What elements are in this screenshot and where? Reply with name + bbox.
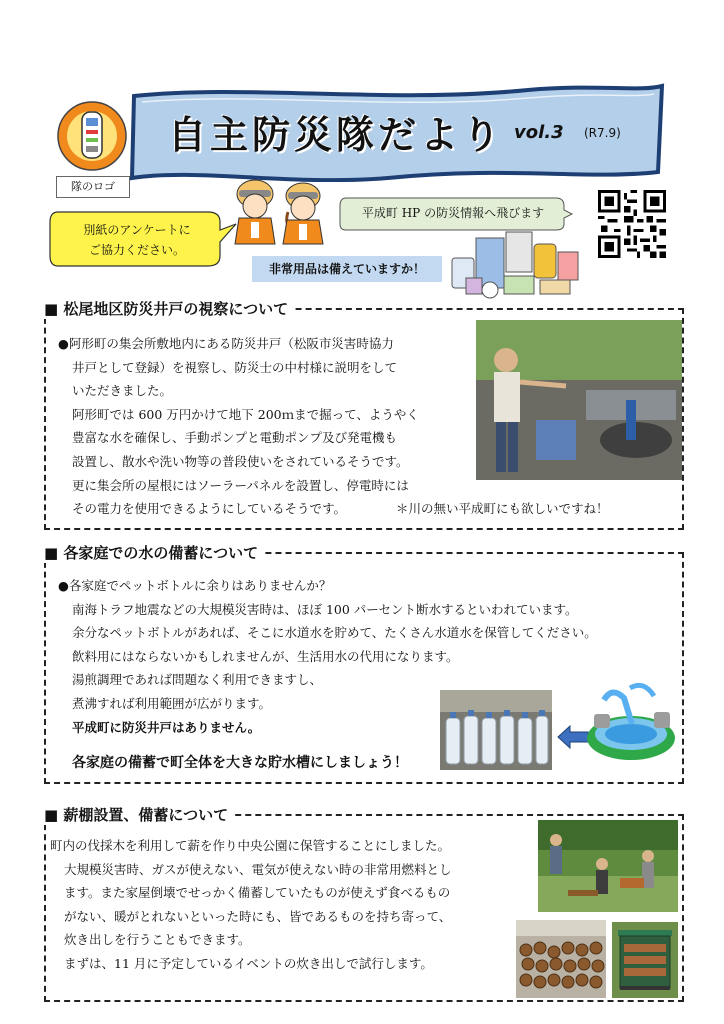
emergency-supplies-illustration xyxy=(446,228,584,300)
mascot-illustration xyxy=(225,172,335,248)
section1-line: 井戸として登録）を視察し、防災士の中村様に説明をして xyxy=(72,359,398,375)
issue-date: (R7.9) xyxy=(584,126,621,140)
section3-heading: ■ 薪棚設置、備蓄について xyxy=(44,804,234,825)
section3-text xyxy=(50,834,540,976)
section1-line: 更に集会所の屋根にはソーラーパネルを設置し、停電時には xyxy=(72,477,409,493)
section1-line: ●阿形町の集会所敷地内にある防災井戸（松阪市災害時協力 xyxy=(58,336,394,351)
section3-line: がない、暖がとれないといった時にも、皆であるものを持ち寄って、 xyxy=(64,908,452,924)
logo-caption: 隊のロゴ xyxy=(56,176,130,198)
section2-line: 飲料用にはならないかもしれませんが、生活用水の代用になります。 xyxy=(72,648,459,664)
section1-line: その電力を使用できるようにしているそうです。 xyxy=(72,501,347,517)
survey-line-1: 別紙のアンケートに xyxy=(83,223,191,237)
section2-line: 余分なペットボトルがあれば、そこに水道水を貯めて、たくさん水道水を保管してください。 xyxy=(72,625,597,641)
volume-label: vol.3 xyxy=(514,122,564,143)
newsletter-title: 自主防災隊だより xyxy=(168,113,505,157)
section1-heading: ■ 松尾地区防災井戸の視察について xyxy=(44,298,294,319)
qr-code[interactable] xyxy=(598,190,666,258)
water-bottles-photo xyxy=(440,690,552,770)
firewood-shed-photo xyxy=(612,922,678,998)
section1-text xyxy=(58,332,478,521)
team-logo xyxy=(56,100,128,172)
section2-line: 平成町に防災井戸はありません。 xyxy=(72,719,261,735)
hp-link-callout[interactable] xyxy=(338,196,574,232)
supplies-caption: 非常用品は備えていますか！ xyxy=(252,256,442,282)
well-inspection-photo xyxy=(476,320,682,480)
section2-line: 湯煎調理であれば問題なく利用できますし、 xyxy=(72,672,323,688)
section2-line: 煮沸すれば利用範囲が広がります。 xyxy=(72,695,272,711)
section3-line: 炊き出しを行うこともできます。 xyxy=(64,932,251,948)
section3-line: 町内の伐採木を利用して薪を作り中央公園に保管することにしました。 xyxy=(50,838,451,853)
section1-line: 設置し、散水や洗い物等の普段使いをされているそうです。 xyxy=(72,453,409,469)
section2-heading: ■ 各家庭での水の備蓄について xyxy=(44,542,264,563)
survey-callout xyxy=(48,208,238,270)
section2-line: ●各家庭でペットボトルに余りはありませんか？ xyxy=(58,578,332,593)
section3-line: 大規模災害時、ガスが使えない、電気が使えない時の非常用燃料とし xyxy=(64,861,452,877)
section2-line: 南海トラフ地震などの大規模災害時は、ほぼ 100 パーセント断水するといわれています。 xyxy=(72,601,578,617)
section1-line: 阿形町では 600 万円かけて地下 200ｍまで掘って、ようやく xyxy=(72,406,419,422)
section1-note: ＊川の無い平成町にも欲しいですね！ xyxy=(396,501,609,516)
section2-slogan: 各家庭の備蓄で町全体を大きな貯水槽にしましょう！ xyxy=(72,755,408,771)
hp-link-text: 平成町 HP の防災情報へ飛びます xyxy=(361,206,545,220)
section1-line: 豊富な水を確保し、手動ポンプと電動ポンプ及び発電機も xyxy=(72,430,398,446)
survey-line-2: ご協力ください。 xyxy=(88,243,185,257)
section3-line: ます。また家屋倒壊でせっかく備蓄していたものが使えず食べるもの xyxy=(64,885,451,901)
section1-line: いただきました。 xyxy=(72,383,173,399)
section3-line: まずは、11 月に予定しているイベントの炊き出しで試行します。 xyxy=(64,955,433,971)
water-tank-illustration xyxy=(584,680,678,766)
firewood-work-photo xyxy=(538,820,678,912)
title-banner xyxy=(128,82,668,182)
